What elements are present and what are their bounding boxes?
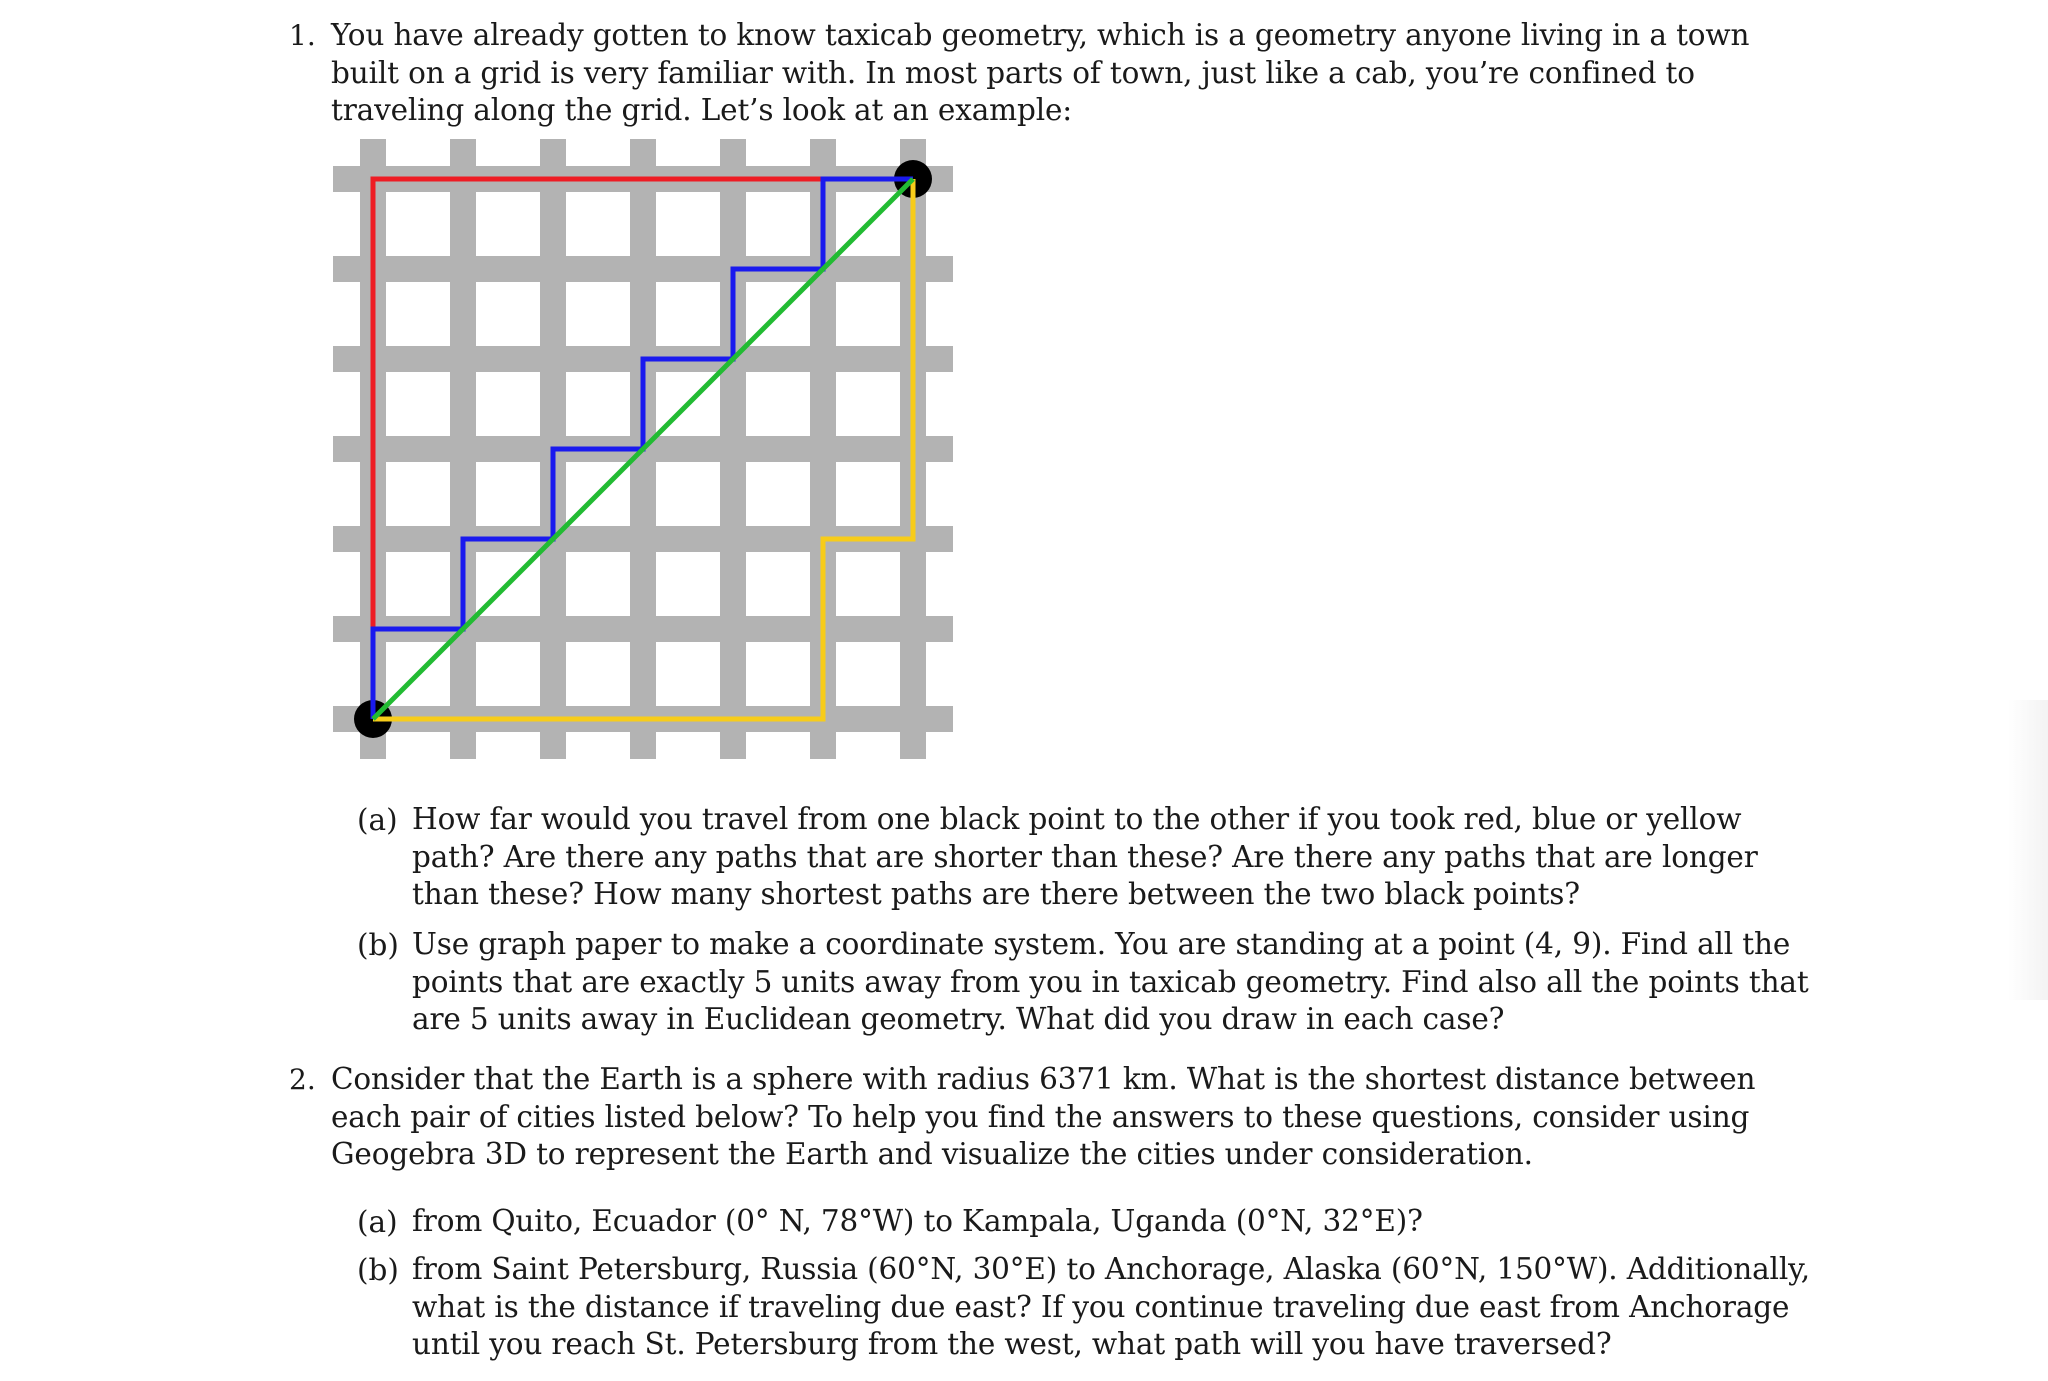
question-2b-text: from Saint Petersburg, Russia (60°N, 30°E) to Anchorage, Alaska (60°N, 150°W). Additionally, what is the distance if traveling due east? If you continue traveling due east from Anchorage until you reach St. Petersburg from the west, what path will you have traversed? <box>412 1252 1810 1361</box>
question-2a-label: (a) <box>357 1205 398 1239</box>
question-1a-text: How far would you travel from one black point to the other if you took red, blue or yellow path? Are there any paths that are shorter than these? Are there any paths that are longer than these? How many shortest paths are there between the two black points? <box>412 802 1758 911</box>
question-1-text: You have already gotten to know taxicab geometry, which is a geometry anyone living in a town built on a grid is very familiar with. In most parts of town, just like a cab, you’re confined to traveling along the grid. Let’s look at an example: <box>331 18 1750 127</box>
question-1b-text: Use graph paper to make a coordinate system. You are standing at a point (4, 9). Find all the points that are exactly 5 units away from you in taxicab geometry. Find also all the points that are 5 units away in Euclidean geometry. What did you draw in each case? <box>412 927 1809 1036</box>
question-1-number: 1. <box>289 19 316 52</box>
page-edge-shadow <box>2008 700 2048 1000</box>
street-horizontal-5 <box>333 256 953 282</box>
question-2b-label: (b) <box>357 1253 399 1287</box>
taxicab-grid-figure <box>330 136 964 764</box>
question-1b-label: (b) <box>357 928 399 962</box>
question-2-text: Consider that the Earth is a sphere with radius 6371 km. What is the shortest distance between each pair of cities listed below? To help you find the answers to these questions, consider using Geogebra 3D to represent the Earth and visualize the cities under consideration. <box>331 1062 1756 1171</box>
street-vertical-4 <box>720 139 746 759</box>
question-2a-text: from Quito, Ecuador (0° N, 78°W) to Kampala, Uganda (0°N, 32°E)? <box>412 1204 1423 1238</box>
question-1a-label: (a) <box>357 803 398 837</box>
question-2-number: 2. <box>289 1063 316 1096</box>
